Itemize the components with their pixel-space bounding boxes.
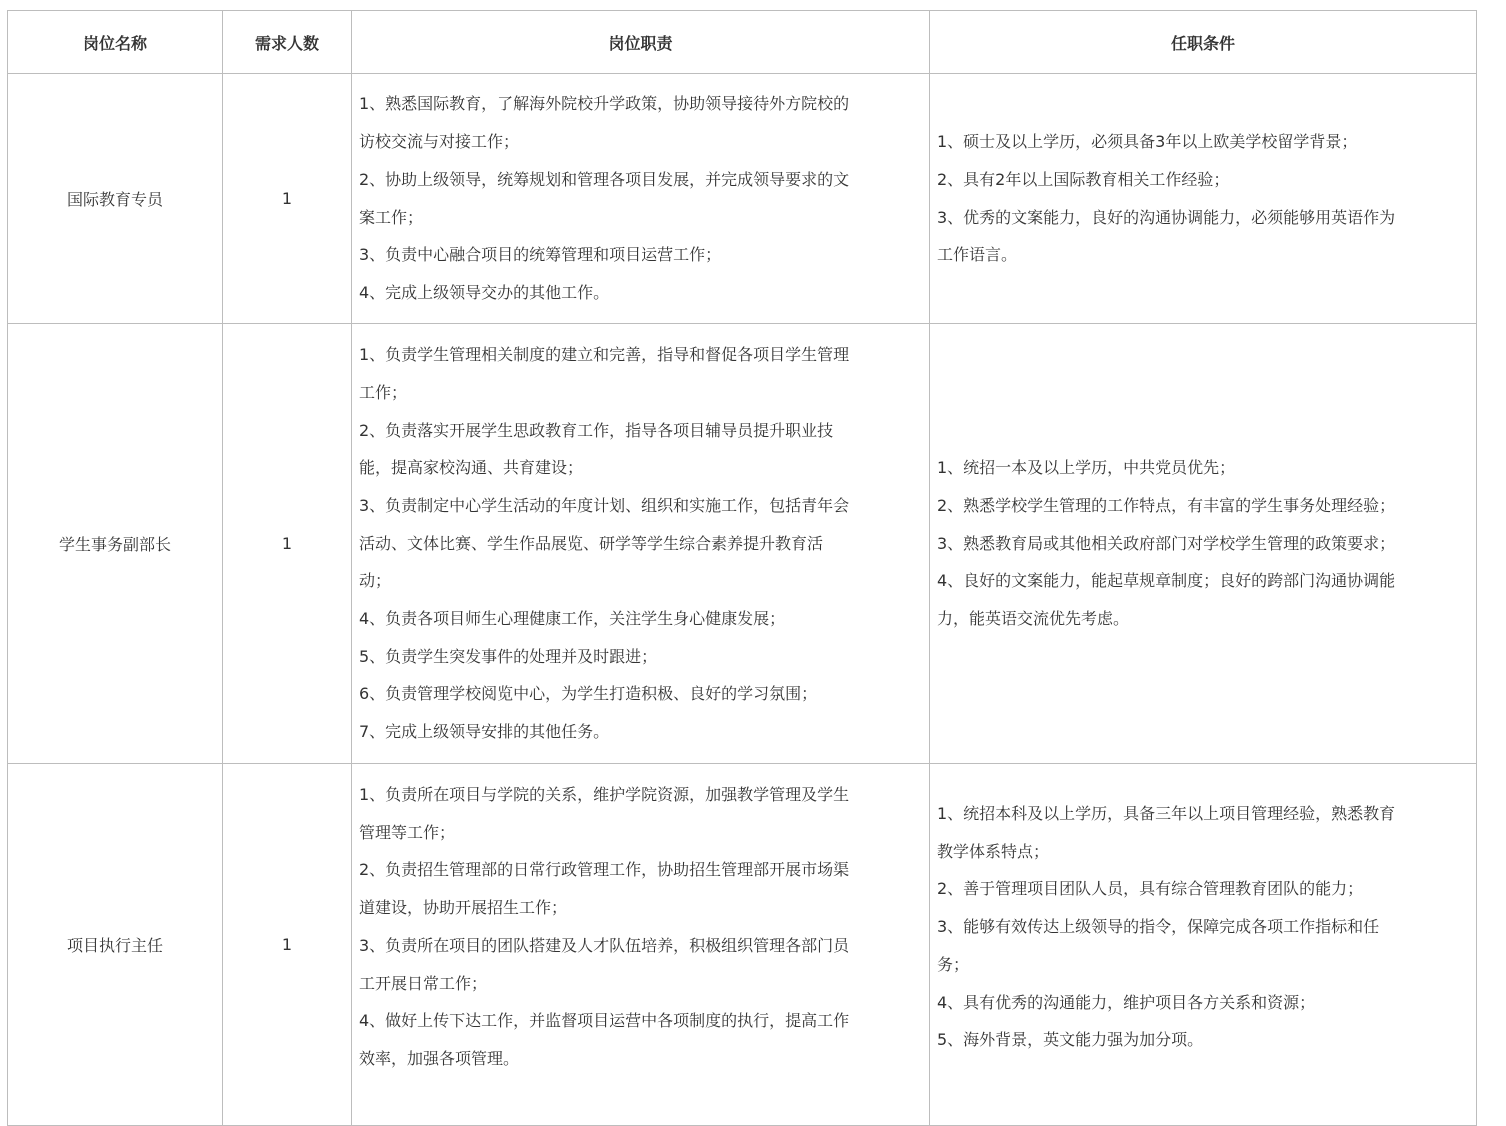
count-cell: 1 [223, 324, 352, 764]
job-table [7, 10, 1477, 1126]
requirement-line: 2、熟悉学校学生管理的工作特点，有丰富的学生事务处理经验； [937, 495, 1396, 515]
table-header-row [8, 11, 1477, 74]
requirement-line: 4、具有优秀的沟通能力，维护项目各方关系和资源； [937, 992, 1316, 1012]
duty-line: 4、完成上级领导交办的其他工作。 [359, 282, 610, 302]
count-cell: 1 [223, 764, 352, 1126]
duty-line: 2、协助上级领导，统筹规划和管理各项目发展，并完成领导要求的文 [359, 169, 850, 189]
duty-line: 工作； [359, 382, 408, 402]
job-table-container [7, 10, 1477, 1126]
requirements-cell [930, 74, 1477, 324]
duty-line: 2、负责招生管理部的日常行政管理工作，协助招生管理部开展市场渠 [359, 860, 850, 880]
header-position: 岗位名称 [8, 11, 223, 74]
requirement-line: 工作语言。 [937, 245, 1018, 265]
requirement-line: 教学体系特点； [937, 841, 1050, 861]
requirement-line: 3、熟悉教育局或其他相关政府部门对学校学生管理的政策要求； [937, 533, 1396, 553]
table-row [8, 764, 1477, 1126]
requirements-cell [930, 324, 1477, 764]
position-cell: 学生事务副部长 [8, 324, 223, 764]
duty-line: 道建设，协助开展招生工作； [359, 898, 568, 918]
requirement-line: 1、统招一本及以上学历，中共党员优先； [937, 458, 1236, 478]
requirements-cell [930, 764, 1477, 1126]
header-duties: 岗位职责 [352, 11, 930, 74]
duty-line: 工开展日常工作； [359, 973, 488, 993]
requirement-line: 2、具有2年以上国际教育相关工作经验； [937, 169, 1230, 189]
requirement-line: 5、海外背景，英文能力强为加分项。 [937, 1030, 1204, 1050]
requirement-line: 3、优秀的文案能力，良好的沟通协调能力，必须能够用英语作为 [937, 207, 1396, 227]
duty-line: 案工作； [359, 207, 424, 227]
duties-cell [352, 764, 930, 1126]
duty-line: 管理等工作； [359, 822, 456, 842]
duties-cell [352, 74, 930, 324]
requirement-line: 3、能够有效传达上级领导的指令，保障完成各项工作指标和任 [937, 917, 1380, 937]
duty-line: 4、做好上传下达工作，并监督项目运营中各项制度的执行，提高工作 [359, 1011, 850, 1031]
duty-line: 1、熟悉国际教育，了解海外院校升学政策，协助领导接待外方院校的 [359, 94, 850, 114]
header-requirements: 任职条件 [930, 11, 1477, 74]
duty-line: 能，提高家校沟通、共育建设； [359, 458, 584, 478]
position-cell: 项目执行主任 [8, 764, 223, 1126]
duty-line: 活动、文体比赛、学生作品展览、研学等学生综合素养提升教育活 [359, 533, 824, 553]
duty-line: 效率，加强各项管理。 [359, 1048, 520, 1068]
duty-line: 7、完成上级领导安排的其他任务。 [359, 722, 610, 742]
requirement-line: 务； [937, 954, 970, 974]
duty-line: 5、负责学生突发事件的处理并及时跟进； [359, 646, 658, 666]
table-row [8, 74, 1477, 324]
duty-line: 3、负责制定中心学生活动的年度计划、组织和实施工作，包括青年会 [359, 495, 850, 515]
duty-line: 3、负责中心融合项目的统筹管理和项目运营工作； [359, 245, 722, 265]
duty-line: 访校交流与对接工作； [359, 132, 520, 152]
requirement-line: 力，能英语交流优先考虑。 [937, 609, 1130, 629]
requirement-line: 1、硕士及以上学历，必须具备3年以上欧美学校留学背景； [937, 132, 1358, 152]
count-cell: 1 [223, 74, 352, 324]
duty-line: 1、负责学生管理相关制度的建立和完善，指导和督促各项目学生管理 [359, 345, 850, 365]
duties-cell [352, 324, 930, 764]
duty-line: 1、负责所在项目与学院的关系，维护学院资源，加强教学管理及学生 [359, 785, 850, 804]
table-row [8, 324, 1477, 764]
duty-line: 动； [359, 571, 392, 591]
requirement-line: 4、良好的文案能力，能起草规章制度；良好的跨部门沟通协调能 [937, 571, 1396, 591]
requirement-line: 2、善于管理项目团队人员，具有综合管理教育团队的能力； [937, 879, 1364, 899]
duty-line: 2、负责落实开展学生思政教育工作，指导各项目辅导员提升职业技 [359, 420, 834, 440]
position-cell: 国际教育专员 [8, 74, 223, 324]
duty-line: 3、负责所在项目的团队搭建及人才队伍培养，积极组织管理各部门员 [359, 935, 850, 955]
requirement-line: 1、统招本科及以上学历，具备三年以上项目管理经验，熟悉教育 [937, 804, 1396, 823]
header-count: 需求人数 [223, 11, 352, 74]
duty-line: 4、负责各项目师生心理健康工作，关注学生身心健康发展； [359, 609, 786, 629]
duty-line: 6、负责管理学校阅览中心，为学生打造积极、良好的学习氛围； [359, 684, 818, 704]
